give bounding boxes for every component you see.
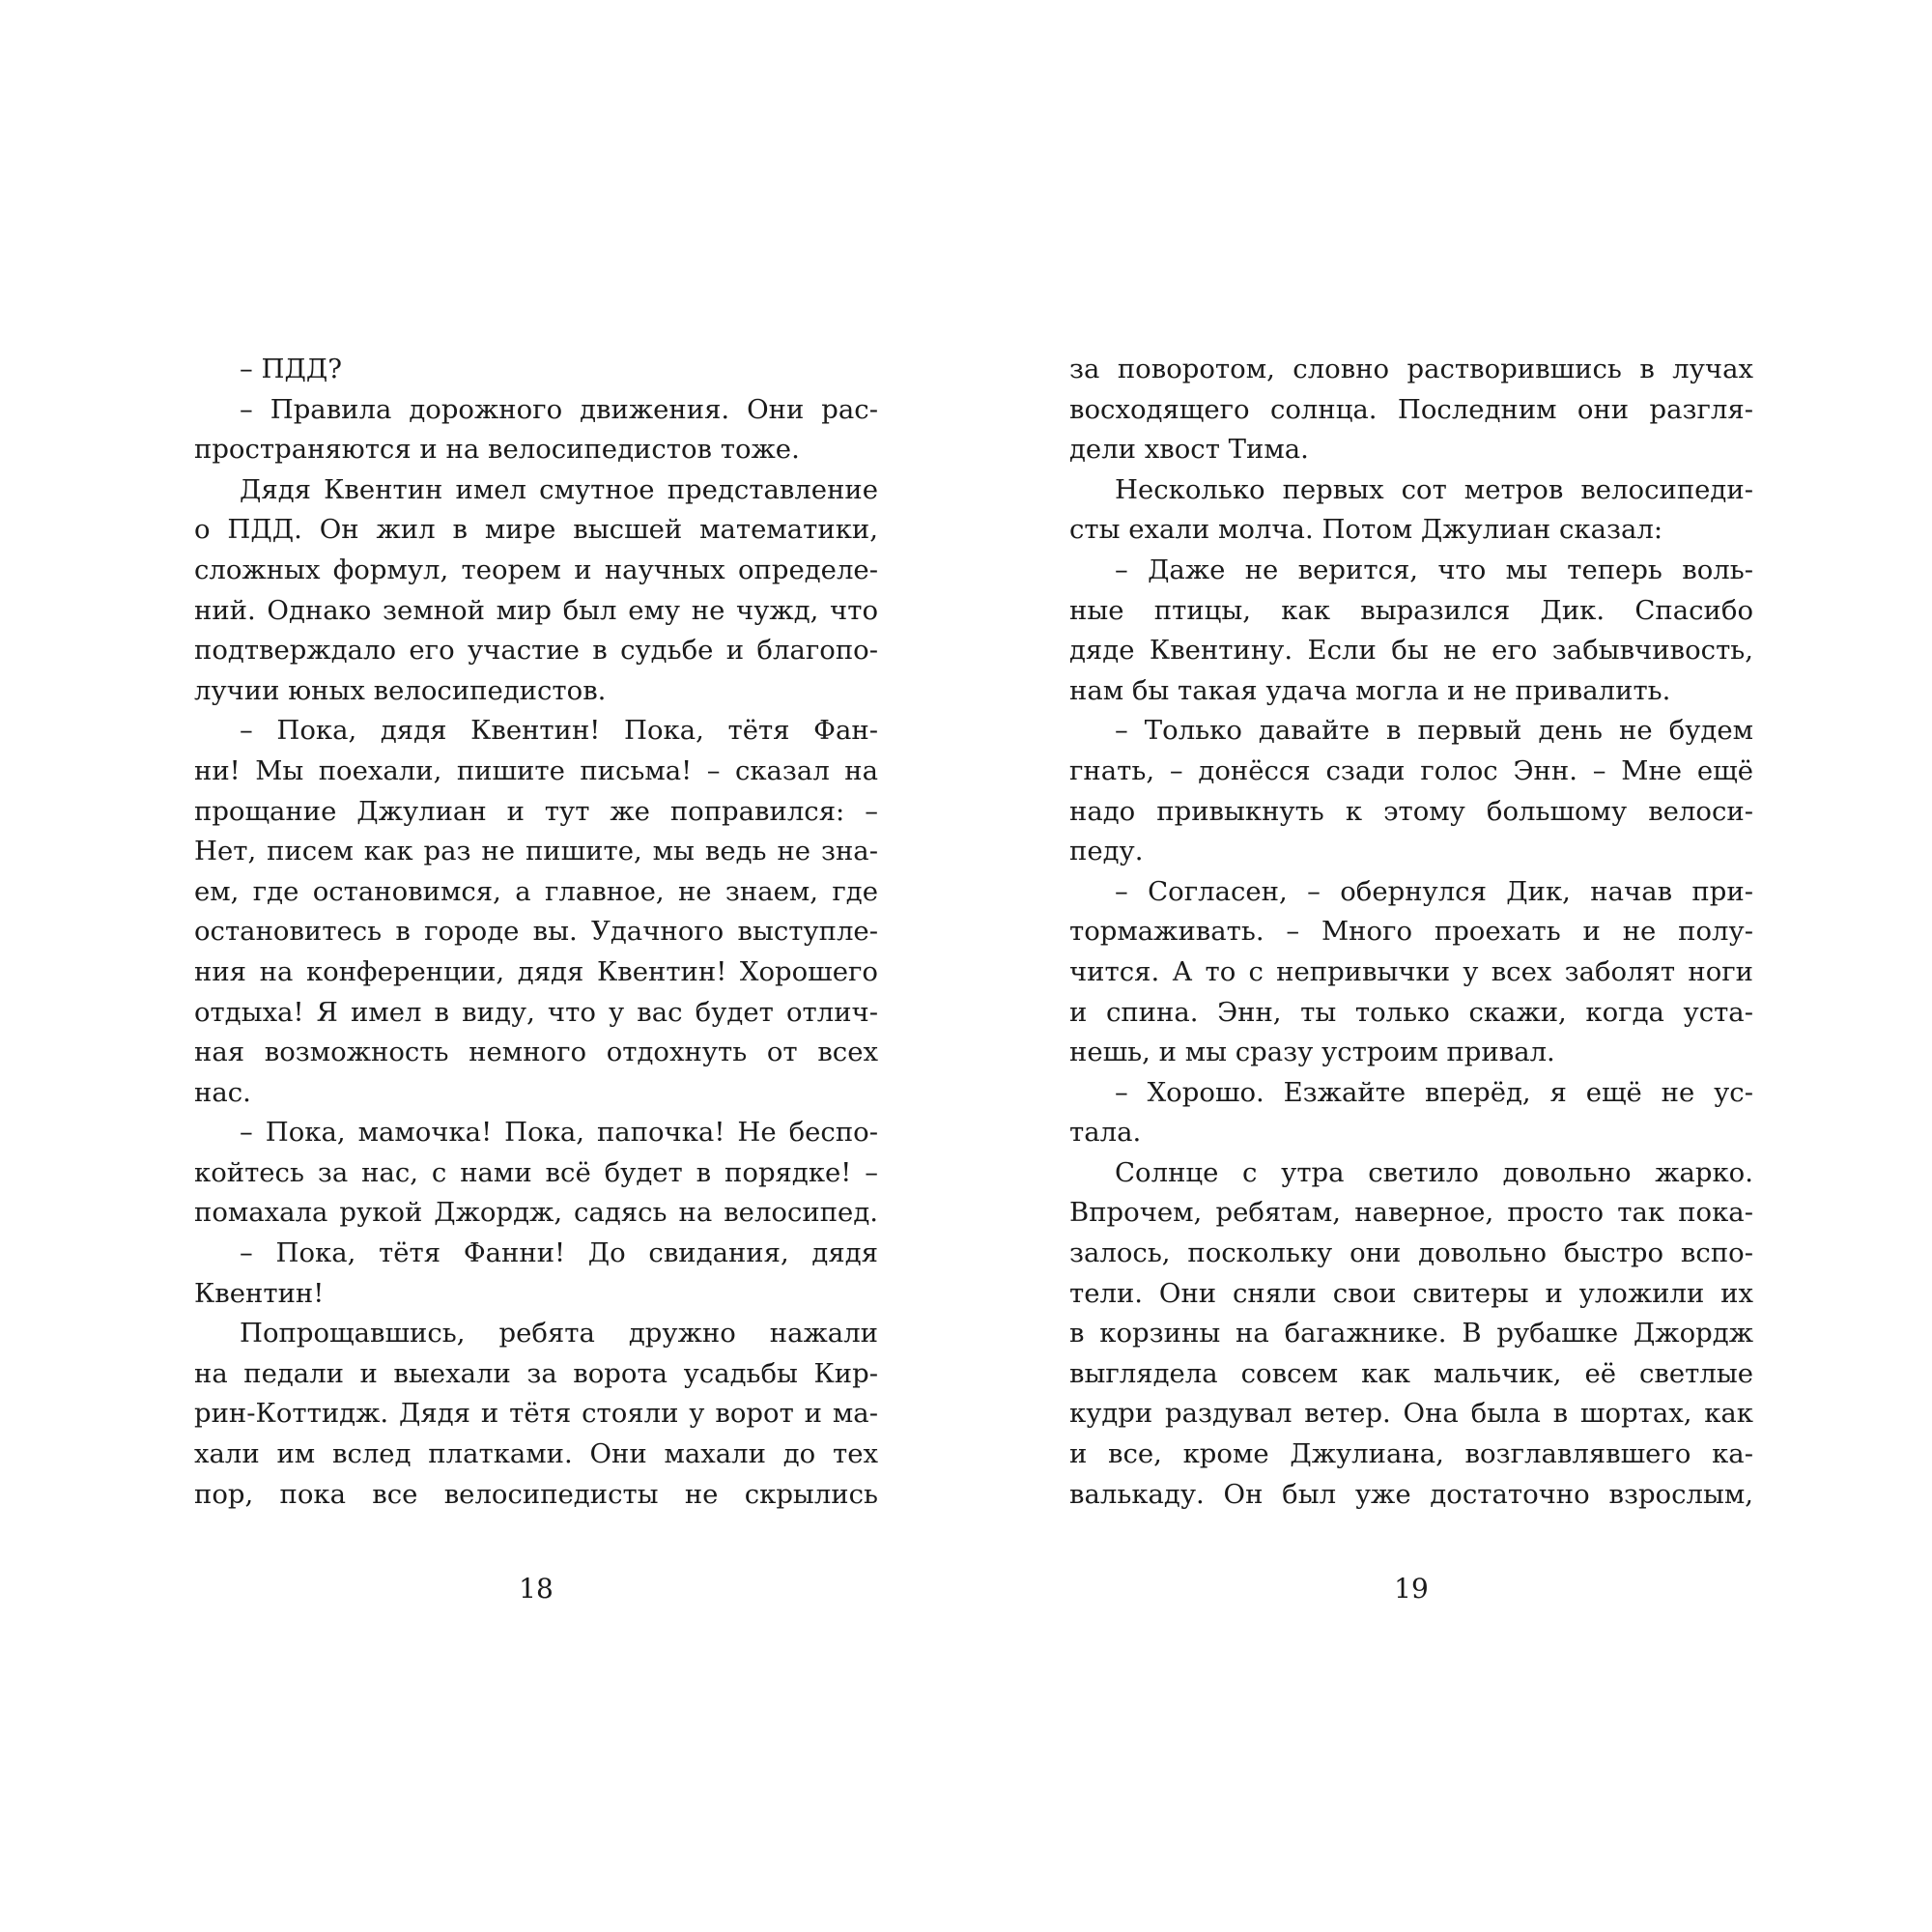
- right-page-number: 19: [1394, 1573, 1429, 1605]
- text-line: – ПДД?: [240, 354, 342, 384]
- text-line: чится. А то с непривычки у всех заболят ноги: [1069, 955, 1753, 987]
- left-page: [194, 350, 878, 1644]
- text-line: тала.: [1069, 1117, 1142, 1149]
- text-line: пор, пока все велосипедисты не скрылись: [194, 1478, 878, 1510]
- text-line: – Правила дорожного движения. Они рас-: [240, 393, 878, 425]
- text-line: и все, кроме Джулиана, возглавлявшего ка-: [1069, 1438, 1753, 1470]
- text-line: подтверждало его участие в судьбе и благопо-: [194, 635, 878, 667]
- text-line: Квентин!: [194, 1277, 325, 1309]
- text-line: ния на конференции, дядя Квентин! Хорошего: [194, 955, 878, 987]
- text-line: – Только давайте в первый день не будем: [1115, 715, 1753, 747]
- text-line: валькаду. Он был уже достаточно взрослым,: [1069, 1478, 1753, 1510]
- text-line: дяде Квентину. Если бы не его забывчивость,: [1069, 635, 1753, 667]
- text-line: гнать, – донёсся сзади голос Энн. – Мне ещё: [1069, 754, 1753, 786]
- text-line: – Согласен, – обернулся Дик, начав при-: [1115, 875, 1753, 907]
- text-line: пространяются и на велосипедистов тоже.: [194, 434, 800, 466]
- text-line: – Даже не верится, что мы теперь воль-: [1115, 554, 1753, 585]
- text-line: Впрочем, ребятам, наверное, просто так пока-: [1069, 1197, 1753, 1229]
- text-line: сложных формул, теорем и научных определе-: [194, 554, 878, 585]
- text-line: ем, где остановимся, а главное, не знаем, где: [194, 875, 878, 907]
- text-line: и спина. Энн, ты только скажи, когда уста-: [1069, 996, 1753, 1028]
- text-line: прощание Джулиан и тут же поправился: –: [194, 795, 878, 827]
- left-page-text: [194, 350, 878, 1515]
- text-line: нешь, и мы сразу устроим привал.: [1069, 1037, 1555, 1068]
- text-line: хали им вслед платками. Они махали до тех: [194, 1438, 878, 1470]
- text-line: залось, поскольку они довольно быстро вспо-: [1069, 1237, 1753, 1269]
- right-page: [1069, 350, 1753, 1644]
- text-line: Дядя Квентин имел смутное представление: [240, 473, 878, 505]
- text-line: тели. Они сняли свои свитеры и уложили их: [1069, 1277, 1753, 1309]
- text-line: нас.: [194, 1076, 251, 1108]
- text-line: койтесь за нас, с нами всё будет в порядке! –: [194, 1156, 878, 1188]
- text-line: восходящего солнца. Последним они разгля-: [1069, 393, 1753, 425]
- text-line: ни! Мы поехали, пишите письма! – сказал на: [194, 754, 878, 786]
- text-line: Попрощавшись, ребята дружно нажали: [240, 1318, 878, 1350]
- text-line: ная возможность немного отдохнуть от всех: [194, 1037, 878, 1068]
- text-line: выглядела совсем как мальчик, её светлые: [1069, 1357, 1753, 1389]
- text-line: педу.: [1069, 836, 1144, 867]
- text-line: за поворотом, словно растворившись в лучах: [1069, 354, 1753, 384]
- text-line: – Хорошо. Езжайте вперёд, я ещё не ус-: [1115, 1076, 1753, 1108]
- text-line: Несколько первых сот метров велосипеди-: [1115, 473, 1753, 505]
- text-line: ные птицы, как выразился Дик. Спасибо: [1069, 594, 1753, 626]
- text-line: надо привыкнуть к этому большому велоси-: [1069, 795, 1753, 827]
- text-line: тормаживать. – Много проехать и не полу-: [1069, 916, 1753, 948]
- text-line: нам бы такая удача могла и не привалить.: [1069, 674, 1671, 706]
- text-line: сты ехали молча. Потом Джулиан сказал:: [1069, 514, 1663, 546]
- text-line: – Пока, тётя Фанни! До свидания, дядя: [240, 1237, 878, 1269]
- text-line: о ПДД. Он жил в мире высшей математики,: [194, 514, 878, 546]
- text-line: в корзины на багажнике. В рубашке Джордж: [1069, 1318, 1753, 1350]
- text-line: лучии юных велосипедистов.: [194, 674, 607, 706]
- text-line: отдыха! Я имел в виду, что у вас будет отлич-: [194, 996, 878, 1028]
- text-line: рин-Коттидж. Дядя и тётя стояли у ворот и ма-: [194, 1398, 878, 1430]
- text-line: помахала рукой Джордж, садясь на велосипед.: [194, 1197, 878, 1229]
- text-line: Солнце с утра светило довольно жарко.: [1115, 1156, 1753, 1188]
- text-line: кудри раздувал ветер. Она была в шортах, как: [1069, 1398, 1753, 1430]
- right-page-text: [1069, 350, 1753, 1515]
- left-page-number: 18: [519, 1573, 554, 1605]
- text-line: ний. Однако земной мир был ему не чужд, что: [194, 594, 878, 626]
- text-line: – Пока, мамочка! Пока, папочка! Не беспо-: [240, 1117, 878, 1149]
- text-line: – Пока, дядя Квентин! Пока, тётя Фан-: [240, 715, 878, 747]
- text-line: остановитесь в городе вы. Удачного выступле-: [194, 916, 878, 948]
- text-line: Нет, писем как раз не пишите, мы ведь не зна-: [194, 836, 878, 867]
- text-line: дели хвост Тима.: [1069, 434, 1309, 466]
- text-line: на педали и выехали за ворота усадьбы Кир-: [194, 1357, 878, 1389]
